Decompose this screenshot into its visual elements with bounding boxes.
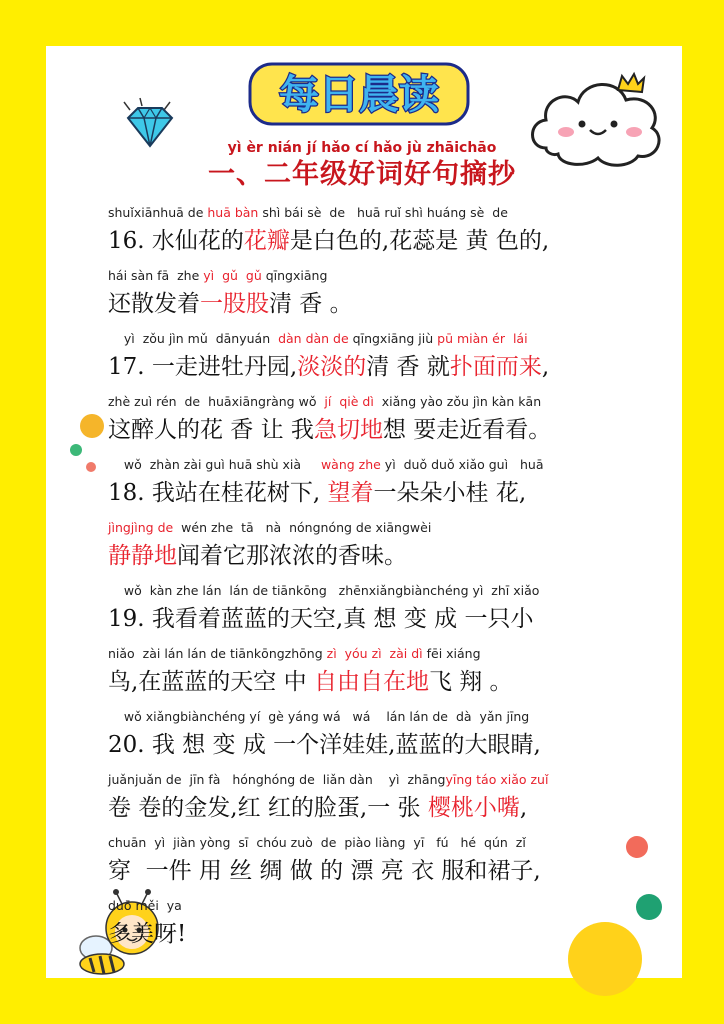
highlight-phrase: 樱桃小嘴 bbox=[427, 795, 520, 821]
hanzi-text: 17. 一走进牡丹园, bbox=[108, 354, 298, 380]
pinyin-text: hái sàn fā zhe bbox=[108, 268, 204, 283]
pinyin-text: yì zǒu jìn mǔ dānyuán bbox=[108, 331, 279, 346]
page-title: 一、二年级好词好句摘抄 bbox=[208, 159, 516, 190]
pinyin-line bbox=[108, 706, 628, 727]
pink-dot bbox=[86, 462, 96, 472]
highlight-pinyin: yì gǔ gǔ bbox=[203, 268, 262, 283]
title-block bbox=[0, 138, 724, 192]
hanzi-line bbox=[108, 538, 628, 574]
hanzi-line bbox=[108, 286, 628, 322]
hanzi-text: 19. 我看着蓝蓝的天空,真 想 变 成 一只小 bbox=[108, 606, 534, 632]
hanzi-text: 鸟,在蓝蓝的天空 中 bbox=[108, 669, 314, 695]
highlight-pinyin: jí qiè dì bbox=[324, 394, 374, 409]
highlight-phrase: 扑面而来 bbox=[449, 354, 542, 380]
hanzi-text: , bbox=[519, 795, 528, 821]
pinyin-text: juǎnjuǎn de jīn fà hónghóng de liǎn dàn yì zhāng bbox=[108, 772, 446, 787]
pinyin-text: shì bái sè de huā ruǐ shì huáng sè de bbox=[258, 205, 508, 220]
hanzi-text: 这醉人的花 香 让 我 bbox=[108, 417, 314, 443]
pinyin-text: chuān yì jiàn yòng sī chóu zuò de piào liàng yī fú hé qún zǐ bbox=[108, 835, 526, 850]
pinyin-text: fēi xiáng bbox=[422, 646, 481, 661]
hanzi-text: 卷 卷的金发,红 红的脸蛋,一 张 bbox=[108, 795, 428, 821]
hanzi-text: 穿 一件 用 丝 绸 做 的 漂 亮 衣 服和裙子, bbox=[108, 858, 541, 884]
highlight-phrase: 一股股 bbox=[200, 291, 269, 317]
pinyin-text: qīngxiāng bbox=[261, 268, 328, 283]
hanzi-line bbox=[108, 349, 628, 385]
hanzi-line bbox=[108, 916, 628, 952]
hanzi-text: , bbox=[541, 354, 550, 380]
hanzi-line bbox=[108, 412, 628, 448]
pinyin-text: niǎo zài lán lán de tiānkōngzhōng bbox=[108, 646, 327, 661]
sentence-list bbox=[108, 202, 628, 958]
hanzi-text: 想 要走近看看。 bbox=[382, 417, 552, 443]
hanzi-text: 多美呀! bbox=[108, 921, 187, 947]
pinyin-line bbox=[108, 391, 628, 412]
orange-dot bbox=[80, 414, 104, 438]
highlight-pinyin: huā bàn bbox=[207, 205, 259, 220]
pinyin-line bbox=[108, 454, 628, 475]
highlight-phrase: 花瓣 bbox=[243, 228, 290, 254]
pinyin-line bbox=[108, 895, 628, 916]
hanzi-line bbox=[108, 664, 628, 700]
pinyin-text: wǒ xiǎngbiànchéng yí gè yáng wá wá lán lán de dà yǎn jīng bbox=[108, 709, 530, 724]
line-gap bbox=[108, 952, 628, 958]
pinyin-line bbox=[108, 580, 628, 601]
highlight-phrase: 自由自在地 bbox=[313, 669, 429, 695]
pinyin-line bbox=[108, 265, 628, 286]
pinyin-line bbox=[108, 328, 628, 349]
teal-dot bbox=[636, 894, 662, 920]
highlight-pinyin: wàng zhe bbox=[320, 457, 381, 472]
pinyin-text: duō měi ya bbox=[108, 898, 182, 913]
hanzi-line bbox=[108, 790, 628, 826]
title-pinyin: yì èr nián jí hǎo cí hǎo jù zhāichāo bbox=[227, 140, 497, 156]
daily-reading-logo bbox=[248, 62, 470, 126]
hanzi-line bbox=[108, 727, 628, 763]
pinyin-text: shuǐxiānhuā de bbox=[108, 205, 208, 220]
highlight-phrase: 淡淡的 bbox=[297, 354, 367, 380]
hanzi-text: 闻着它那浓浓的香味。 bbox=[177, 543, 407, 569]
highlight-pinyin: zì yóu zì zài dì bbox=[326, 646, 423, 661]
hanzi-text: 20. 我 想 变 成 一个洋娃娃,蓝蓝的大眼睛, bbox=[108, 732, 541, 758]
highlight-phrase: 急切地 bbox=[313, 417, 383, 443]
highlight-pinyin: pū miàn ér lái bbox=[437, 331, 528, 346]
pinyin-line bbox=[108, 769, 628, 790]
green-dot bbox=[70, 444, 82, 456]
highlight-pinyin: jìngjìng de bbox=[108, 520, 174, 535]
hanzi-line bbox=[108, 223, 628, 259]
pinyin-text: xiǎng yào zǒu jìn kàn kān bbox=[373, 394, 542, 409]
hanzi-text: 16. 水仙花的 bbox=[108, 228, 244, 254]
pinyin-text: wǒ kàn zhe lán lán de tiānkōng zhēnxiǎngbiànchéng yì zhī xiǎo bbox=[108, 583, 540, 598]
hanzi-text: 清 香 。 bbox=[269, 291, 353, 317]
pinyin-text: yì duǒ duǒ xiǎo guì huā bbox=[380, 457, 544, 472]
hanzi-text: 18. 我站在桂花树下, bbox=[108, 480, 328, 506]
hanzi-line bbox=[108, 475, 628, 511]
hanzi-text: 一朵朵小桂 花, bbox=[373, 480, 527, 506]
pinyin-line bbox=[108, 202, 628, 223]
hanzi-text: 清 香 就 bbox=[366, 354, 450, 380]
pinyin-text: zhè zuì rén de huāxiāngràng wǒ bbox=[108, 394, 325, 409]
hanzi-text: 飞 翔 。 bbox=[428, 669, 513, 695]
pinyin-text: wén zhe tā nà nóngnóng de xiāngwèi bbox=[173, 520, 432, 535]
highlight-phrase: 望着 bbox=[327, 480, 374, 506]
pinyin-text: wǒ zhàn zài guì huā shù xià bbox=[108, 457, 321, 472]
logo-text: 每日晨读 bbox=[279, 72, 439, 118]
highlight-pinyin: yīng táo xiǎo zuǐ bbox=[445, 772, 549, 787]
highlight-pinyin: dàn dàn de bbox=[278, 331, 349, 346]
pinyin-text: qīngxiāng jiù bbox=[348, 331, 438, 346]
pinyin-line bbox=[108, 643, 628, 664]
hanzi-line bbox=[108, 853, 628, 889]
hanzi-text: 是白色的,花蕊是 黄 色的, bbox=[289, 228, 550, 254]
pinyin-line bbox=[108, 517, 628, 538]
hanzi-text: 还散发着 bbox=[108, 291, 200, 317]
pinyin-line bbox=[108, 832, 628, 853]
coral-dot bbox=[626, 836, 648, 858]
hanzi-line bbox=[108, 601, 628, 637]
highlight-phrase: 静静地 bbox=[108, 543, 177, 569]
